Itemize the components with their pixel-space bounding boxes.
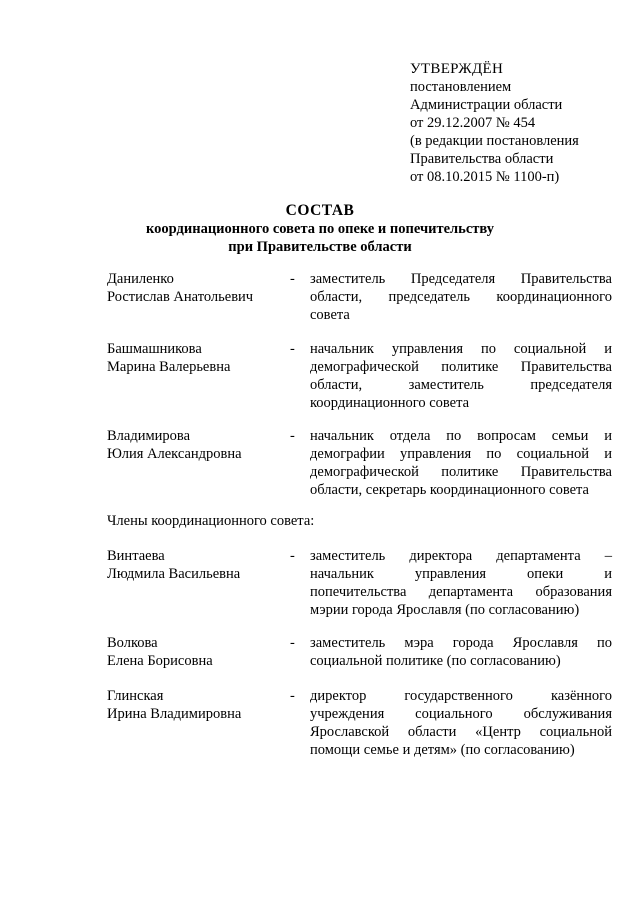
description-line: начальник отдела по вопросам семьи и: [310, 428, 612, 444]
position-description: [310, 634, 612, 670]
dash-separator: -: [290, 271, 295, 287]
description-line: помощи семье и детям» (по согласованию): [310, 742, 575, 758]
surname: Владимирова: [107, 428, 191, 444]
approval-line: постановлением: [410, 79, 512, 95]
person-name: [107, 427, 282, 463]
description-line: начальник управления опеки и: [310, 566, 612, 582]
description-line: директор государственного казённого: [310, 688, 612, 704]
given-names: Елена Борисовна: [107, 653, 213, 669]
surname: Винтаева: [107, 548, 165, 564]
approval-stamp: [410, 60, 630, 186]
description-line: демографической политике Правительства: [310, 464, 612, 480]
document-title: [0, 201, 640, 256]
description-line: заместитель мэра города Ярославля по: [310, 635, 612, 651]
description-line: мэрии города Ярославля (по согласованию): [310, 602, 580, 618]
position-description: [310, 547, 612, 619]
description-line: начальник управления по социальной и: [310, 341, 612, 357]
description-line: совета: [310, 307, 350, 323]
position-description: [310, 427, 612, 499]
approval-heading: УТВЕРЖДЁН: [410, 61, 504, 77]
surname: Даниленко: [107, 271, 174, 287]
person-name: [107, 270, 282, 306]
person-name: [107, 547, 282, 583]
description-line: области, секретарь координационного совета: [310, 482, 589, 498]
approval-line: (в редакции постановления: [410, 133, 579, 149]
description-line: попечительства департамента образования: [310, 584, 612, 600]
approval-line: Правительства области: [410, 151, 554, 167]
given-names: Марина Валерьевна: [107, 359, 231, 375]
description-line: социальной политике (по согласованию): [310, 653, 561, 669]
person-name: [107, 687, 282, 723]
dash-separator: -: [290, 635, 295, 651]
approval-line: Администрации области: [410, 97, 563, 113]
description-line: заместитель Председателя Правительства: [310, 271, 612, 287]
surname: Башмашникова: [107, 341, 202, 357]
description-line: демографической политике Правительства: [310, 359, 612, 375]
surname: Волкова: [107, 635, 158, 651]
person-name: [107, 340, 282, 376]
description-line: области, заместитель председателя: [310, 377, 612, 393]
position-description: [310, 340, 612, 412]
person-name: [107, 634, 282, 670]
description-line: учреждения социального обслуживания: [310, 706, 612, 722]
description-line: области, председатель координационного: [310, 289, 612, 305]
description-line: демографии управления по социальной и: [310, 446, 612, 462]
dash-separator: -: [290, 428, 295, 444]
given-names: Ростислав Анатольевич: [107, 289, 254, 305]
position-description: [310, 270, 612, 324]
given-names: Юлия Александровна: [107, 446, 242, 462]
members-heading: Члены координационного совета:: [107, 513, 315, 529]
dash-separator: -: [290, 548, 295, 564]
surname: Глинская: [107, 688, 164, 704]
dash-separator: -: [290, 341, 295, 357]
title-line-2: координационного совета по опеке и попечительству: [146, 221, 494, 237]
approval-line: от 08.10.2015 № 1100-п): [410, 169, 560, 185]
approval-line: от 29.12.2007 № 454: [410, 115, 536, 131]
position-description: [310, 687, 612, 759]
given-names: Людмила Васильевна: [107, 566, 241, 582]
description-line: координационного совета: [310, 395, 470, 411]
description-line: заместитель директора департамента –: [310, 548, 612, 564]
given-names: Ирина Владимировна: [107, 706, 242, 722]
title-line-3: при Правительстве области: [228, 239, 412, 255]
dash-separator: -: [290, 688, 295, 704]
title-line-1: СОСТАВ: [285, 202, 355, 219]
description-line: Ярославской области «Центр социальной: [310, 724, 612, 740]
